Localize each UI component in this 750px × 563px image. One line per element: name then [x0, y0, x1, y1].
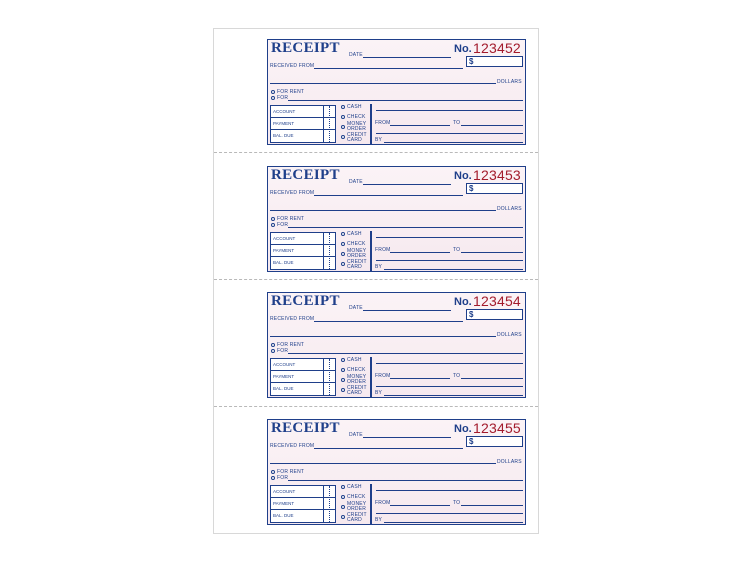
money-order-label-1: MONEY	[347, 501, 367, 507]
receipt-number: 123454	[473, 293, 521, 309]
payment-label: PAYMENT	[273, 121, 295, 126]
receipt-no-label: No.	[454, 170, 472, 182]
receipt-title: RECEIPT	[271, 293, 340, 309]
blank-line[interactable]	[376, 133, 523, 134]
cash-label: CASH	[347, 231, 362, 237]
to-label: TO	[453, 500, 461, 506]
money-order-checkbox[interactable]	[341, 505, 345, 509]
by-label: BY	[375, 137, 383, 143]
receipt-title: RECEIPT	[271, 420, 340, 436]
cash-checkbox[interactable]	[341, 358, 345, 362]
credit-card-label-2: CARD	[347, 390, 362, 396]
receipt-form	[267, 166, 526, 272]
dollar-sign: $	[469, 57, 474, 66]
from-field[interactable]	[390, 378, 450, 379]
by-label: BY	[375, 517, 383, 523]
for-field[interactable]	[288, 100, 523, 101]
dollar-sign: $	[469, 437, 474, 446]
date-field[interactable]	[363, 437, 451, 438]
money-order-checkbox[interactable]	[341, 378, 345, 382]
for-checkbox[interactable]	[271, 223, 275, 227]
credit-card-label-2: CARD	[347, 264, 362, 270]
for-label: FOR	[277, 222, 289, 228]
receipt-form	[267, 419, 526, 525]
to-label: TO	[453, 373, 461, 379]
table-divider	[329, 486, 330, 522]
amount-field[interactable]	[466, 183, 523, 194]
payment-row	[271, 498, 335, 510]
for-rent-checkbox[interactable]	[271, 90, 275, 94]
for-field[interactable]	[288, 480, 523, 481]
dollar-sign: $	[469, 184, 474, 193]
account-table	[270, 358, 336, 396]
bal-due-row	[271, 130, 335, 142]
check-label: CHECK	[347, 241, 366, 247]
receipt-number: 123452	[473, 40, 521, 56]
payment-row	[271, 118, 335, 130]
payment-row	[271, 245, 335, 257]
money-order-label-1: MONEY	[347, 121, 367, 127]
for-rent-checkbox[interactable]	[271, 217, 275, 221]
to-label: TO	[453, 247, 461, 253]
for-label: FOR	[277, 348, 289, 354]
date-label: DATE	[349, 179, 363, 185]
amount-words-field[interactable]	[270, 336, 496, 337]
blank-line[interactable]	[376, 237, 523, 238]
for-label: FOR	[277, 95, 289, 101]
for-field[interactable]	[288, 353, 523, 354]
receipt-no-label: No.	[454, 423, 472, 435]
section-divider	[370, 484, 372, 524]
credit-card-label-1: CREDIT	[347, 512, 367, 518]
money-order-label-2: ORDER	[347, 126, 367, 132]
by-label: BY	[375, 390, 383, 396]
receipt-form	[267, 39, 526, 145]
cash-label: CASH	[347, 357, 362, 363]
receipt-no-label: No.	[454, 296, 472, 308]
credit-card-label-2: CARD	[347, 517, 362, 523]
money-order-checkbox[interactable]	[341, 252, 345, 256]
money-order-label-2: ORDER	[347, 379, 367, 385]
received-from-field[interactable]	[314, 321, 463, 322]
received-from-label: RECEIVED FROM	[270, 63, 315, 69]
account-label: ACCOUNT	[273, 109, 296, 114]
cash-label: CASH	[347, 484, 362, 490]
check-checkbox[interactable]	[341, 115, 345, 119]
credit-card-label-1: CREDIT	[347, 385, 367, 391]
from-label: FROM	[375, 247, 391, 253]
payment-label: PAYMENT	[273, 374, 295, 379]
bal-due-label: BAL. DUE	[273, 133, 294, 138]
cash-checkbox[interactable]	[341, 485, 345, 489]
check-checkbox[interactable]	[341, 242, 345, 246]
credit-card-label-2: CARD	[347, 137, 362, 143]
amount-field[interactable]	[466, 436, 523, 447]
received-from-label: RECEIVED FROM	[270, 316, 315, 322]
date-field[interactable]	[363, 57, 451, 58]
payment-label: PAYMENT	[273, 501, 295, 506]
table-divider	[329, 233, 330, 269]
from-field[interactable]	[390, 252, 450, 253]
receipt-number: 123455	[473, 420, 521, 436]
money-order-label-1: MONEY	[347, 248, 367, 254]
from-label: FROM	[375, 120, 391, 126]
money-order-label-2: ORDER	[347, 253, 367, 259]
date-field[interactable]	[363, 184, 451, 185]
bal-due-row	[271, 383, 335, 395]
dollars-label: DOLLARS	[497, 79, 522, 85]
for-rent-checkbox[interactable]	[271, 343, 275, 347]
table-divider	[323, 359, 324, 395]
for-checkbox[interactable]	[271, 349, 275, 353]
credit-card-checkbox[interactable]	[341, 262, 345, 266]
for-checkbox[interactable]	[271, 96, 275, 100]
date-field[interactable]	[363, 310, 451, 311]
credit-card-checkbox[interactable]	[341, 388, 345, 392]
from-field[interactable]	[390, 505, 450, 506]
money-order-checkbox[interactable]	[341, 125, 345, 129]
account-label: ACCOUNT	[273, 236, 296, 241]
from-field[interactable]	[390, 125, 450, 126]
payment-row	[271, 371, 335, 383]
amount-words-field[interactable]	[270, 83, 496, 84]
check-label: CHECK	[347, 114, 366, 120]
credit-card-checkbox[interactable]	[341, 515, 345, 519]
section-divider	[370, 104, 372, 144]
for-rent-label: FOR RENT	[277, 89, 305, 95]
receipt-number: 123453	[473, 167, 521, 183]
dollars-label: DOLLARS	[497, 459, 522, 465]
section-divider	[370, 231, 372, 271]
received-from-field[interactable]	[314, 448, 463, 449]
receipt-title: RECEIPT	[271, 40, 340, 56]
credit-card-label-1: CREDIT	[347, 259, 367, 265]
dollars-label: DOLLARS	[497, 206, 522, 212]
account-table	[270, 485, 336, 523]
account-label: ACCOUNT	[273, 362, 296, 367]
amount-field[interactable]	[466, 56, 523, 67]
by-field[interactable]	[384, 395, 523, 396]
credit-card-label-1: CREDIT	[347, 132, 367, 138]
bal-due-label: BAL. DUE	[273, 260, 294, 265]
by-label: BY	[375, 264, 383, 270]
account-row	[271, 106, 335, 118]
for-field[interactable]	[288, 227, 523, 228]
to-label: TO	[453, 120, 461, 126]
to-field[interactable]	[461, 378, 523, 379]
check-checkbox[interactable]	[341, 495, 345, 499]
account-table	[270, 232, 336, 270]
table-divider	[323, 486, 324, 522]
received-from-field[interactable]	[314, 195, 463, 196]
check-label: CHECK	[347, 367, 366, 373]
for-rent-label: FOR RENT	[277, 469, 305, 475]
by-field[interactable]	[384, 269, 523, 270]
for-checkbox[interactable]	[271, 476, 275, 480]
credit-card-checkbox[interactable]	[341, 135, 345, 139]
received-from-field[interactable]	[314, 68, 463, 69]
received-from-label: RECEIVED FROM	[270, 190, 315, 196]
dollar-sign: $	[469, 310, 474, 319]
cash-label: CASH	[347, 104, 362, 110]
account-row	[271, 486, 335, 498]
section-divider	[370, 357, 372, 397]
receipt-title: RECEIPT	[271, 167, 340, 183]
account-row	[271, 233, 335, 245]
bal-due-row	[271, 510, 335, 522]
by-field[interactable]	[384, 522, 523, 523]
to-field[interactable]	[461, 252, 523, 253]
account-row	[271, 359, 335, 371]
account-table	[270, 105, 336, 143]
for-rent-checkbox[interactable]	[271, 470, 275, 474]
perforation-line	[214, 406, 538, 407]
account-label: ACCOUNT	[273, 489, 296, 494]
date-label: DATE	[349, 305, 363, 311]
bal-due-label: BAL. DUE	[273, 513, 294, 518]
bal-due-row	[271, 257, 335, 269]
amount-field[interactable]	[466, 309, 523, 320]
table-divider	[323, 106, 324, 142]
receipt-no-label: No.	[454, 43, 472, 55]
date-label: DATE	[349, 432, 363, 438]
table-divider	[329, 106, 330, 142]
date-label: DATE	[349, 52, 363, 58]
to-field[interactable]	[461, 125, 523, 126]
cash-checkbox[interactable]	[341, 105, 345, 109]
blank-line[interactable]	[376, 490, 523, 491]
for-rent-label: FOR RENT	[277, 216, 305, 222]
cash-checkbox[interactable]	[341, 232, 345, 236]
money-order-label-2: ORDER	[347, 506, 367, 512]
blank-line[interactable]	[376, 260, 523, 261]
receipt-book-sheet	[213, 28, 539, 534]
dollars-label: DOLLARS	[497, 332, 522, 338]
bal-due-label: BAL. DUE	[273, 386, 294, 391]
blank-line[interactable]	[376, 386, 523, 387]
perforation-line	[214, 152, 538, 153]
by-field[interactable]	[384, 142, 523, 143]
for-label: FOR	[277, 475, 289, 481]
receipt-form	[267, 292, 526, 398]
money-order-label-1: MONEY	[347, 374, 367, 380]
table-divider	[329, 359, 330, 395]
for-rent-label: FOR RENT	[277, 342, 305, 348]
amount-words-field[interactable]	[270, 463, 496, 464]
blank-line[interactable]	[376, 513, 523, 514]
to-field[interactable]	[461, 505, 523, 506]
from-label: FROM	[375, 500, 391, 506]
amount-words-field[interactable]	[270, 210, 496, 211]
blank-line[interactable]	[376, 110, 523, 111]
perforation-line	[214, 279, 538, 280]
check-checkbox[interactable]	[341, 368, 345, 372]
payment-label: PAYMENT	[273, 248, 295, 253]
blank-line[interactable]	[376, 363, 523, 364]
table-divider	[323, 233, 324, 269]
received-from-label: RECEIVED FROM	[270, 443, 315, 449]
check-label: CHECK	[347, 494, 366, 500]
from-label: FROM	[375, 373, 391, 379]
